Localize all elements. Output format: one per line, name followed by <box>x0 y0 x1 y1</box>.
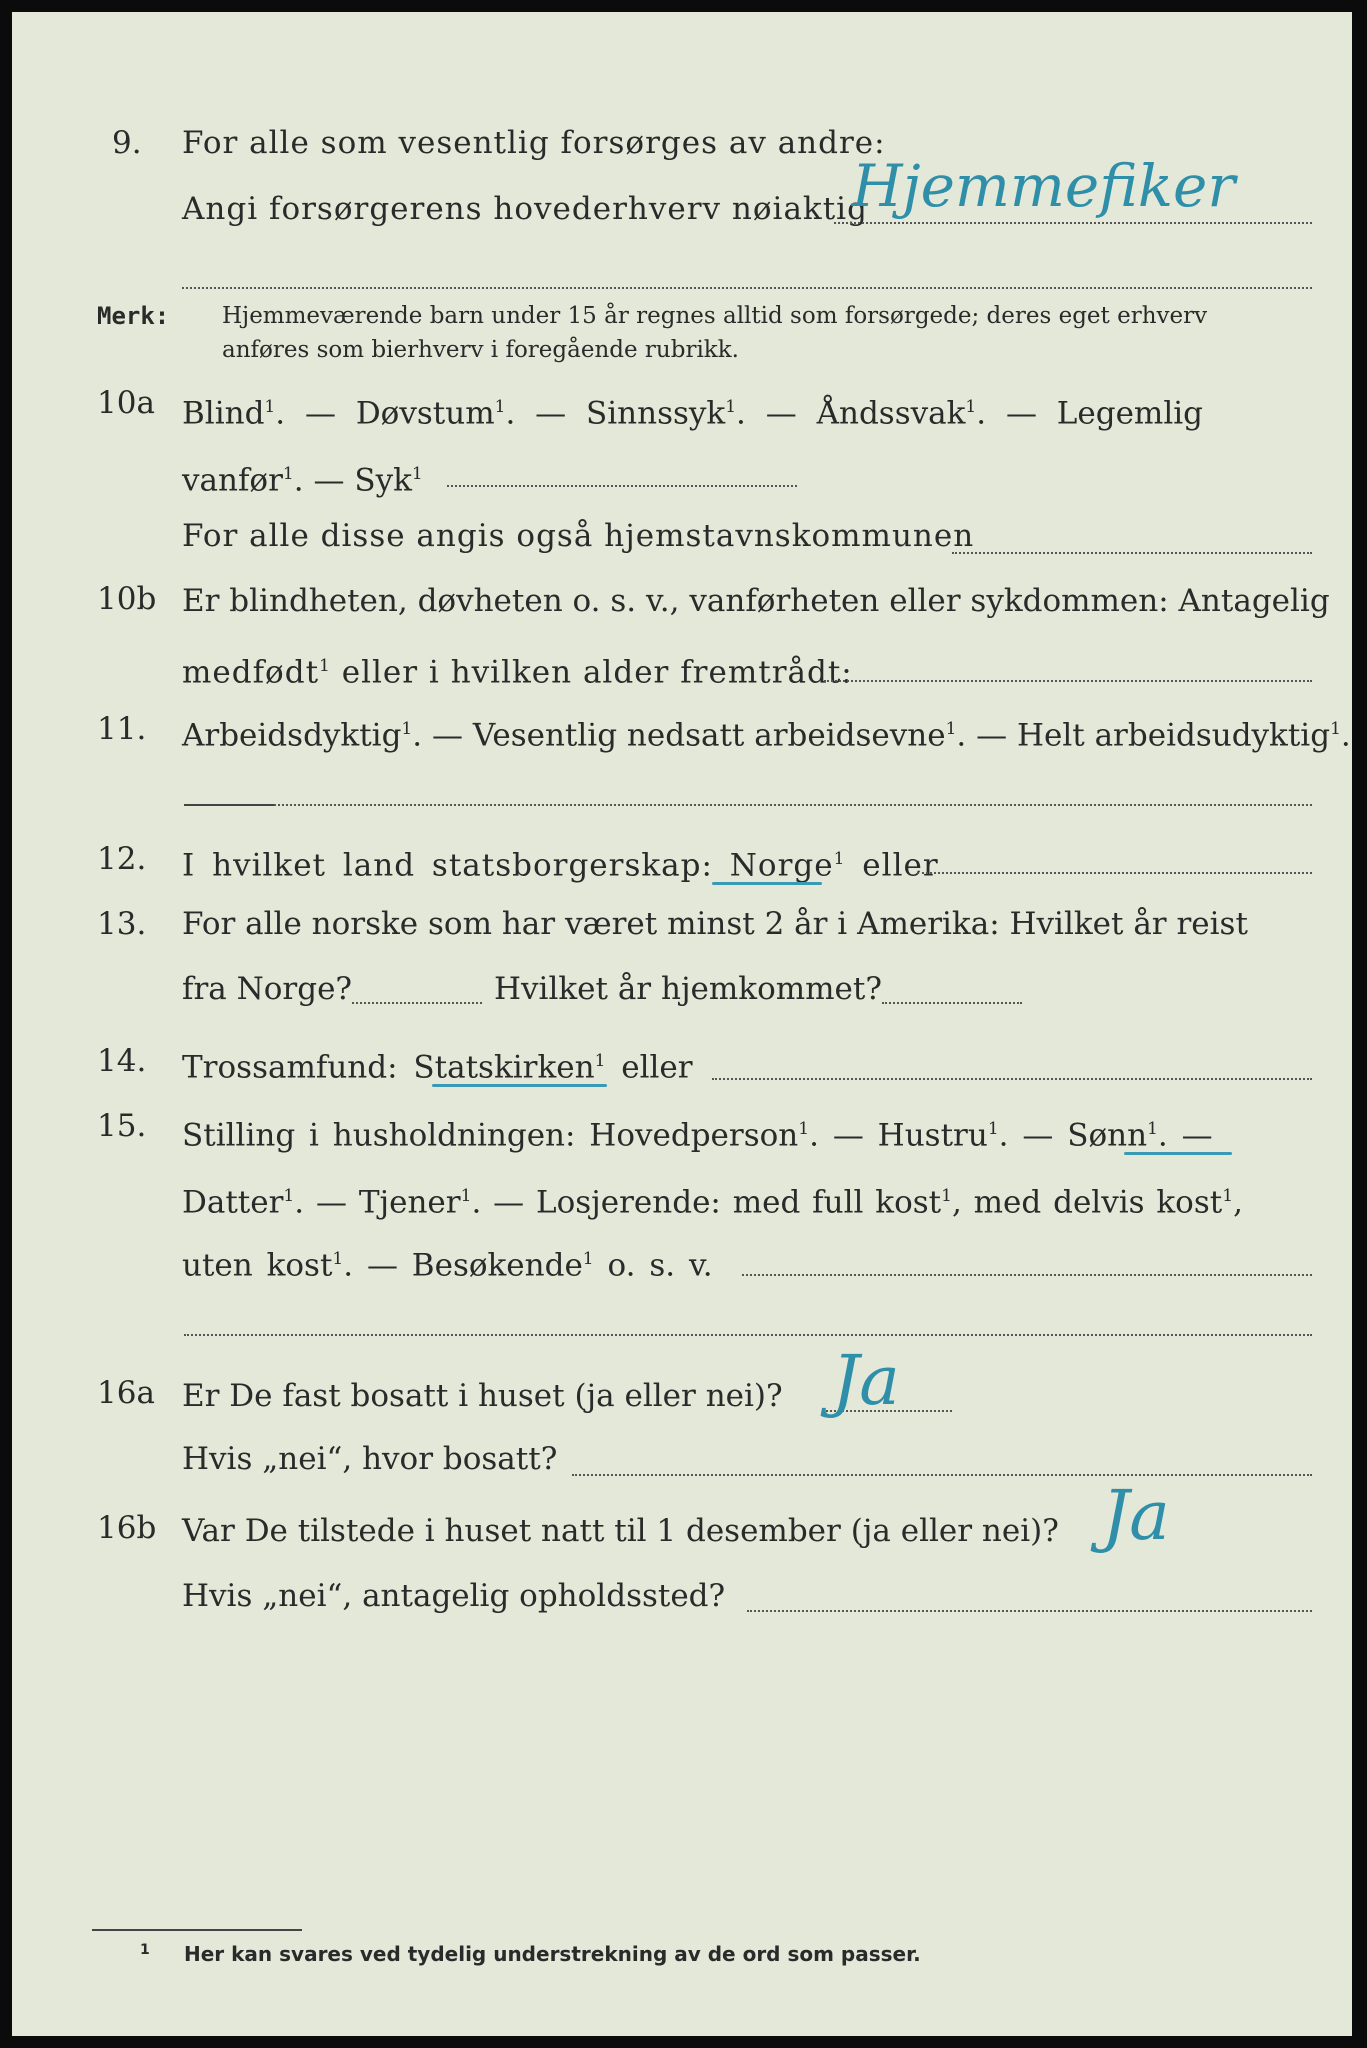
q16a-line1: Er De fast bosatt i huset (ja eller nei)? <box>182 1378 783 1414</box>
q15-number: 15. <box>97 1108 147 1144</box>
q10a-syk-line <box>447 485 797 487</box>
q15-line3: uten kost$^1$. — Besøkende$^1$ o. s. v. <box>182 1247 713 1284</box>
q16b-line1: Var De tilstede i huset natt til 1 desember (ja eller nei)? <box>182 1513 1059 1549</box>
q11-number: 11. <box>97 711 147 747</box>
merk-label: Merk: <box>97 302 170 330</box>
q11-answer-line <box>274 804 1312 806</box>
q16a-line2: Hvis „nei“, hvor bosatt? <box>182 1441 558 1477</box>
q13-line1: For alle norske som har været minst 2 år i Amerika: Hvilket år reist <box>182 906 1248 942</box>
q12-norge-underline <box>712 882 822 885</box>
q15-sonn-underline <box>1124 1152 1232 1155</box>
q15-answer-line <box>742 1274 1312 1276</box>
q10a-line2: vanfør$^1$. — Syk$^1$ <box>182 462 423 499</box>
q16b-opholdssted-line <box>747 1610 1312 1612</box>
q12-line1: I hvilket land statsborgerskap: Norge$^1$ eller <box>182 847 939 884</box>
q15-line1: Stilling i husholdningen: Hovedperson$^1$. — Hustru$^1$. — Sønn$^1$. — <box>182 1117 1213 1154</box>
q10a-line1: Blind$^1$. — Døvstum$^1$. — Sinnssyk$^1$. — Åndssvak$^1$. — Legemlig <box>182 395 1204 432</box>
q16a-number: 16a <box>97 1375 155 1411</box>
q9-handwritten-answer: Hjemmefiker <box>852 152 1236 220</box>
merk-line2: anføres som bierhverv i foregående rubrikk. <box>222 337 739 363</box>
q13-line2b: Hvilket år hjemkommet? <box>494 971 882 1007</box>
q14-line1: Trossamfund: Statskirken$^1$ eller <box>182 1049 693 1086</box>
q10a-number: 10a <box>97 385 155 421</box>
q13-line2a: fra Norge? <box>182 971 353 1007</box>
merk-line1: Hjemmeværende barn under 15 år regnes alltid som forsørgede; deres eget erhverv <box>222 303 1208 329</box>
q12-number: 12. <box>97 841 147 877</box>
q13-reist-line <box>352 1002 482 1004</box>
q16a-bosatt-line <box>572 1474 1312 1476</box>
q10b-line2: medfødt$^1$ eller i hvilken alder fremtrådt: <box>182 654 853 691</box>
census-form-page <box>12 12 1352 2036</box>
q9-extra-line <box>182 287 1312 289</box>
q13-number: 13. <box>97 906 147 942</box>
q15-extra-line <box>184 1334 1312 1336</box>
q16b-handwritten-answer: Ja <box>1102 1477 1170 1556</box>
q10a-hjemstavn-line <box>952 552 1312 554</box>
q10b-line1: Er blindheten, døvheten o. s. v., vanførheten eller sykdommen: Antagelig <box>182 583 1330 619</box>
q14-number: 14. <box>97 1043 147 1079</box>
q14-statskirken-underline <box>432 1084 607 1087</box>
q15-line2: Datter$^1$. — Tjener$^1$. — Losjerende: med full kost$^1$, med delvis kost$^1$, <box>182 1184 1243 1221</box>
q11-short-rule <box>184 804 274 806</box>
q9-answer-line <box>834 222 1312 224</box>
q16a-handwritten-answer: Ja <box>832 1342 900 1421</box>
q10b-answer-line <box>824 680 1312 682</box>
q16b-number: 16b <box>97 1510 157 1546</box>
q13-hjemkommet-line <box>882 1002 1022 1004</box>
q11-line1: Arbeidsdyktig$^1$. — Vesentlig nedsatt arbeidsevne$^1$. — Helt arbeidsudyktig$^1$. <box>182 717 1351 754</box>
q10b-number: 10b <box>97 581 157 617</box>
q10a-line3: For alle disse angis også hjemstavnskommunen <box>182 518 975 554</box>
footnote-text: Her kan svares ved tydelig understrekning av de ord som passer. <box>184 1942 921 1966</box>
footnote-rule <box>92 1929 302 1931</box>
q14-answer-line <box>712 1078 1312 1080</box>
q9-line2: Angi forsørgerens hovederhverv nøiaktig <box>182 191 868 227</box>
q9-line1: For alle som vesentlig forsørges av andre: <box>182 125 886 161</box>
q12-answer-line <box>917 872 1312 874</box>
q9-number: 9. <box>112 125 142 161</box>
footnote-mark: 1 <box>140 1942 150 1958</box>
q16b-line2: Hvis „nei“, antagelig opholdssted? <box>182 1578 726 1614</box>
